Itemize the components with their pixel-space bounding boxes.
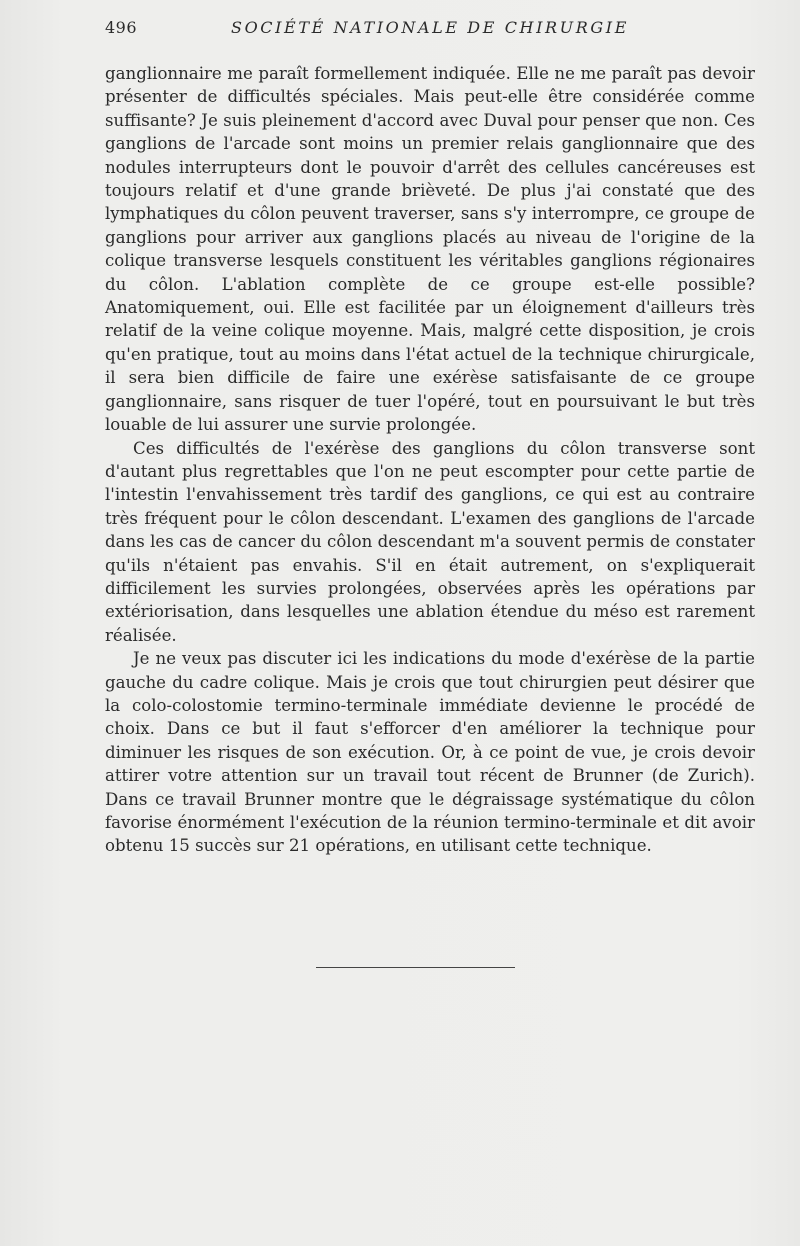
running-title: SOCIÉTÉ NATIONALE DE CHIRURGIE bbox=[231, 18, 629, 37]
paragraph: Je ne veux pas discuter ici les indications du mode d'exérèse de la partie gauche du cadre colique. Mais je crois que tout chirurgien peut désirer que la colo-colostomie termino-terminale immédiate devienne le procédé de choix. Dans ce but il faut s'efforcer d'en améliorer la technique pour diminuer les risques de son exécution. Or, à ce point de vue, je crois devoir attirer votre attention sur un travail tout récent de Brunner (de Zurich). Dans ce travail Brunner montre que le dégraissage systématique du côlon favorise énormément l'exécution de la réunion termino-terminale et dit avoir obtenu 15 succès sur 21 opérations, en utilisant cette technique. bbox=[105, 649, 755, 856]
paragraph-continued: ganglionnaire me paraît formellement indiquée. Elle ne me paraît pas devoir présenter de difficultés spéciales. Mais peut-elle être considérée comme suffisante? Je suis pleinement d'accord avec Duval pour penser que non. Ces ganglions de l'arcade sont moins un premier relais ganglionnaire que des nodules interrupteurs dont le pouvoir d'arrêt des cellules cancéreuses est toujours relatif et d'une grande brièveté. De plus j'ai constaté que des lymphatiques du côlon peuvent traverser, sans s'y interrompre, ce groupe de ganglions pour arriver aux ganglions placés au niveau de l'origine de la colique transverse lesquels constituent les véritables ganglions régionaires du côlon. L'ablation complète de ce groupe est-elle possible? Anatomiquement, oui. Elle est facilitée par un éloignement d'ailleurs très relatif de la veine colique moyenne. Mais, malgré cette disposition, je crois qu'en pratique, tout au moins dans l'état actuel de la technique chirurgicale, il sera bien difficile de faire une exérèse satisfaisante de ce groupe ganglionnaire, sans risquer de tuer l'opéré, tout en poursuivant le but très louable de lui assurer une survie prolongée. bbox=[105, 64, 755, 435]
page-header bbox=[105, 18, 755, 42]
section-end-rule bbox=[316, 967, 515, 968]
paragraph: Ces difficultés de l'exérèse des ganglions du côlon transverse sont d'autant plus regrettables que l'on ne peut escompter pour cette partie de l'intestin l'envahissement très tardif des ganglions, ce qui est au contraire très fréquent pour le côlon descendant. L'examen des ganglions de l'arcade dans les cas de cancer du côlon descendant m'a souvent permis de constater qu'ils n'étaient pas envahis. S'il en était autrement, on s'expliquerait difficilement les survies prolongées, observées après les opérations par extériorisation, dans lesquelles une ablation étendue du méso est rarement réalisée. bbox=[105, 438, 755, 645]
page-number: 496 bbox=[105, 18, 138, 37]
body-text bbox=[105, 62, 755, 858]
